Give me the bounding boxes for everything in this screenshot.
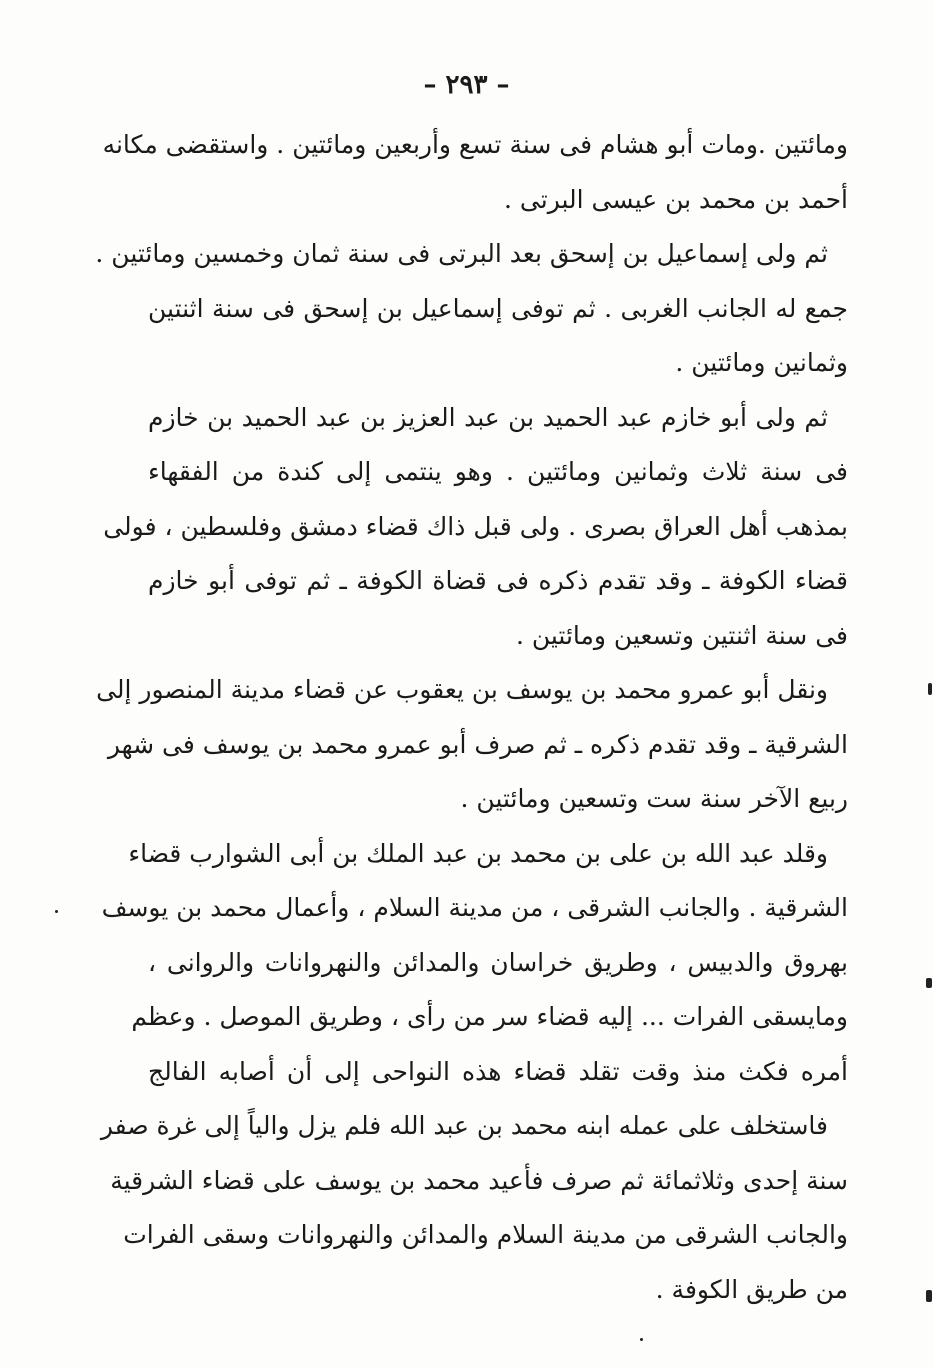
- text-line: ومائتين .ومات أبو هشام فى سنة تسع وأربعين ومائتين . واستقضى مكانه: [102, 130, 848, 159]
- text-line: ونقل أبو عمرو محمد بن يوسف بن يعقوب عن قضاء مدينة المنصور إلى: [96, 675, 828, 704]
- body-text: [95, 118, 849, 1317]
- text-line: وقلد عبد الله بن على بن محمد بن عبد الملك بن أبى الشوارب قضاء: [128, 838, 828, 868]
- scan-speck: [928, 683, 932, 695]
- text-line: فى سنة ثلاث وثمانين ومائتين . وهو ينتمى إلى كندة من الفقهاء: [148, 457, 848, 486]
- text-line: أمره فكث منذ وقت تقلد قضاء هذه النواحى إلى أن أصابه الفالج: [148, 1056, 849, 1086]
- text-line: ربيع الآخر سنة ست وتسعين ومائتين .: [460, 784, 848, 813]
- text-line: فاستخلف على عمله ابنه محمد بن عبد الله فلم يزل والياً إلى غرة صفر: [100, 1111, 828, 1140]
- text-line: أحمد بن محمد بن عيسى البرتى .: [504, 184, 848, 214]
- scan-speck: [926, 1290, 932, 1302]
- page-number: – ٢٩٣ –: [423, 70, 510, 100]
- text-line: سنة إحدى وثلاثمائة ثم صرف فأعيد محمد بن يوسف على قضاء الشرقية: [110, 1165, 848, 1195]
- text-line: وثمانين ومائتين .: [675, 348, 848, 377]
- text-line: فى سنة اثنتين وتسعين ومائتين .: [515, 620, 848, 650]
- text-line: ثم ولى إسماعيل بن إسحق بعد البرتى فى سنة ثمان وخمسين ومائتين .: [95, 239, 828, 268]
- text-line: ثم ولى أبو خازم عبد الحميد بن عبد العزيز بن عبد الحميد بن خازم: [148, 402, 828, 432]
- scan-speck: [926, 978, 932, 988]
- text-line: الشرقية . والجانب الشرقى ، من مدينة السلام ، وأعمال محمد بن يوسف: [101, 893, 848, 922]
- text-line: والجانب الشرقى من مدينة السلام والمدائن والنهروانات وسقى الفرات: [123, 1220, 848, 1249]
- text-line: الشرقية ـ وقد تقدم ذكره ـ ثم صرف أبو عمرو محمد بن يوسف فى شهر: [107, 729, 848, 759]
- text-line: ومايسقى الفرات ... إليه قضاء سر من رأى ، وطريق الموصل . وعظم: [131, 1002, 848, 1031]
- text-line: بمذهب أهل العراق بصرى . ولى قبل ذاك قضاء دمشق وفلسطين ، فولى: [103, 511, 848, 541]
- text-line: قضاء الكوفة ـ وقد تقدم ذكره فى قضاة الكوفة ـ ثم توفى أبو خازم: [148, 566, 848, 595]
- scan-speck: [640, 1338, 643, 1341]
- text-line: بهروق والدبيس ، وطريق خراسان والمدائن والنهروانات والروانى ،: [148, 947, 848, 977]
- text-line: جمع له الجانب الغربى . ثم توفى إسماعيل بن إسحق فى سنة اثنتين: [148, 293, 848, 323]
- scan-speck: [55, 910, 58, 913]
- text-line: من طريق الكوفة .: [655, 1274, 848, 1304]
